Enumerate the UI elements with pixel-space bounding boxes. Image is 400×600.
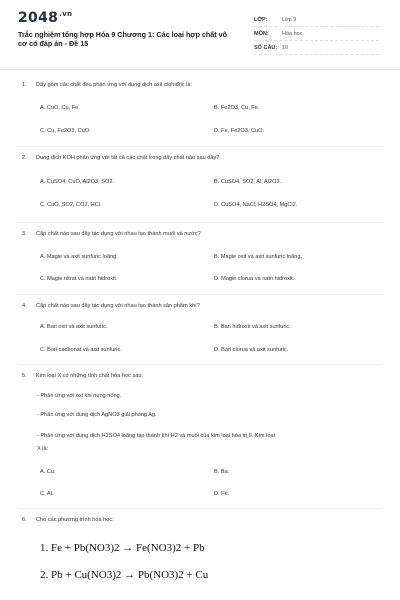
question-3: 3. Cặp chất nào sau đây tác dụng với nhau tạo thành muối và nước? xyxy=(22,231,201,237)
option[interactable]: A. Cu. xyxy=(40,469,56,475)
info-key: MÔN: xyxy=(254,30,269,37)
option[interactable]: C. Magie nitrat và natri hiđroxit. xyxy=(40,276,118,282)
option[interactable]: A. CuSO4, CuO, Al2O3, SO2. xyxy=(40,179,114,185)
option[interactable]: C. Bari cacbonat và axit sunfuric. xyxy=(40,347,122,353)
header-divider xyxy=(0,69,400,70)
property-line: - Phản ứng với dung dịch AgNO3 giải phóng Ag. xyxy=(37,412,157,418)
option[interactable]: A. Magie và axit sunfuric loãng. xyxy=(40,254,118,260)
question-4: 4. Cặp chất nào sau đây tác dụng với nhau tạo thành sản phẩm khí? xyxy=(22,303,200,309)
option[interactable]: A. CuO, Cu, Fe. xyxy=(40,105,80,111)
option[interactable]: D. Fe, Fe2O3, CuO. xyxy=(214,128,265,134)
option[interactable]: C. CuO, SO2, CO2, HCl. xyxy=(40,202,102,208)
option[interactable]: C. Cu, Fe2O3, CuO. xyxy=(40,128,91,134)
option[interactable]: D. CuSO4, NaCl, H2SO4, MgCl2. xyxy=(214,202,298,208)
divider xyxy=(18,364,382,365)
option[interactable]: B. Fe2O3, Cu, Fe. xyxy=(214,105,260,111)
info-row-count xyxy=(254,41,379,55)
option[interactable]: D. Magie clorua và natri hiđroxit. xyxy=(214,276,295,282)
option[interactable]: B. Ba. xyxy=(214,469,230,475)
question-5: 5. Kim loại X có những tính chất hóa học sau: xyxy=(22,373,143,379)
question-2: 2. Dung dịch KOH phản ứng với tất cả các chất trong dãy chất nào sau đây? xyxy=(22,155,220,161)
question-6: 6. Cho các phương trình hóa học: xyxy=(22,517,114,523)
page-title: Trắc nghiệm tổng hợp Hóa 9 Chương 1: Các loại hợp chất vô cơ có đáp án - Đề 15 xyxy=(18,30,228,48)
equation: 2. Pb + Cu(NO3)2 → Pb(NO3)2 + Cu xyxy=(40,569,209,581)
site-logo[interactable]: $2048^{.vn}$ xyxy=(18,10,73,26)
divider xyxy=(18,508,382,509)
option[interactable]: C. Al. xyxy=(40,491,54,497)
property-line: - Phản ứng với oxi khi nung nóng. xyxy=(37,393,122,399)
info-key: SỐ CÂU: xyxy=(254,44,278,51)
info-value: Lớp 9 xyxy=(282,16,297,23)
equation: 1. Fe + Pb(NO3)2 → Fe(NO3)2 + Pb xyxy=(40,542,205,554)
option[interactable]: B. Bari hiđroxit và axit sunfuric. xyxy=(214,324,291,330)
option[interactable]: A. Bari oxit và axit sunfuric. xyxy=(40,324,108,330)
divider xyxy=(18,146,382,147)
info-value: Hóa học xyxy=(282,30,303,37)
info-row-subject xyxy=(254,27,379,41)
option[interactable]: D. Bari clorua và axit sunfuric. xyxy=(214,347,289,353)
divider xyxy=(18,294,382,295)
question-1: 1. Dãy gồm các chất đều phản ứng với dung dịch axit clohiđric là: xyxy=(22,82,193,88)
property-line: X là: xyxy=(37,446,49,452)
divider xyxy=(18,222,382,223)
option[interactable]: B. Magie oxit và axit sunfuric loãng. xyxy=(214,254,302,260)
info-row-class xyxy=(254,13,379,27)
info-value: 10 xyxy=(282,44,289,51)
option[interactable]: D. Fe. xyxy=(214,491,230,497)
property-line: - Phản ứng với dung dịch H2SO4 loãng tạo thành khí H2 và muối của kim loại hóa trị II. Kim loại xyxy=(37,433,275,439)
info-key: LỚP: xyxy=(254,16,268,23)
info-panel xyxy=(254,13,379,55)
option[interactable]: B. CuSO4, SO2, Al, Al2O3. xyxy=(214,179,282,185)
